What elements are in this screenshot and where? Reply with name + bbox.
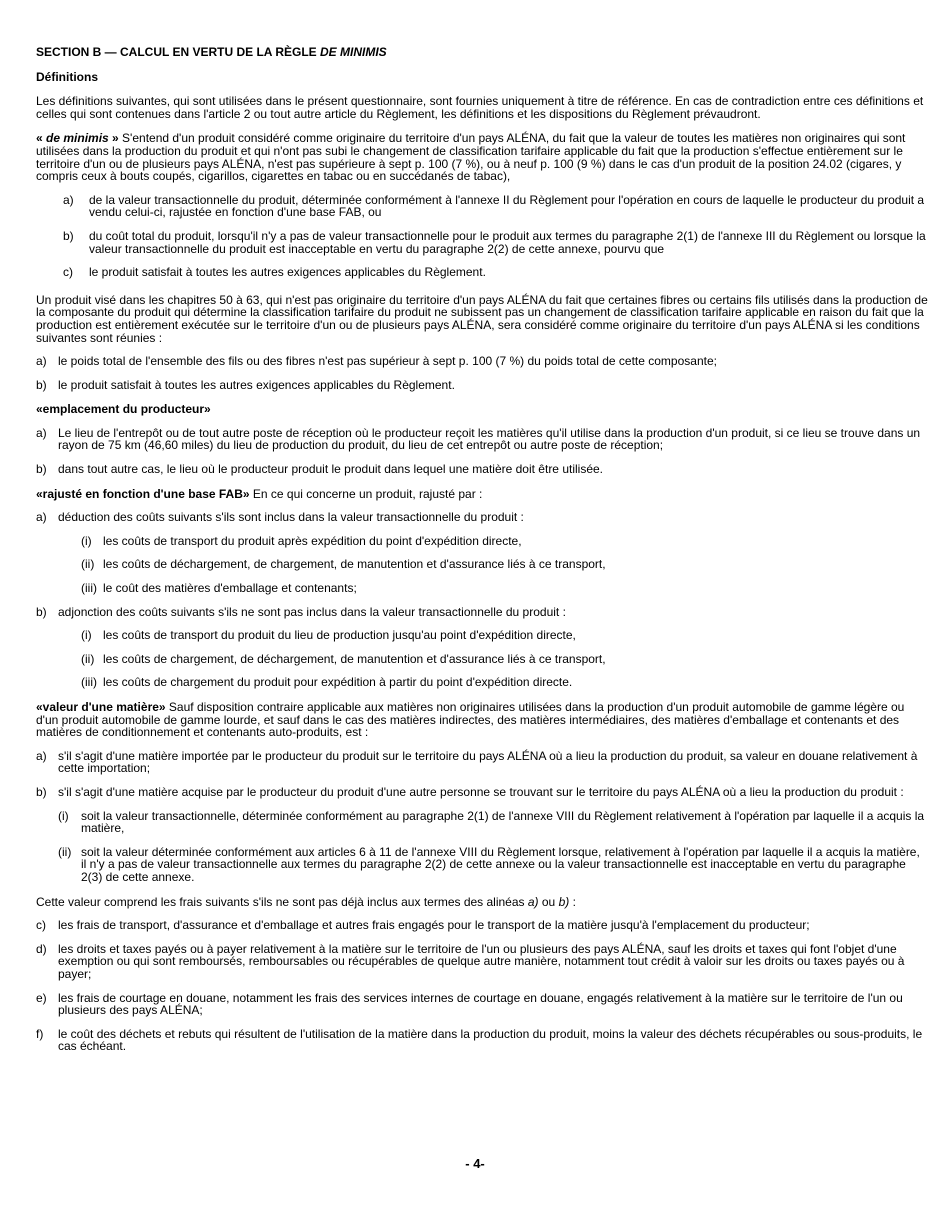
list-text: le coût des déchets et rebuts qui résultent de l'utilisation de la matière dans la production du produit, moins la valeur des déchets récupérables ou sous-produits, le cas échéant.	[58, 1026, 923, 1054]
list-text: le poids total de l'ensemble des fils ou des fibres n'est pas supérieur à sept p. 100 (7 %) du poids total de cette composante;	[58, 354, 717, 369]
list-marker: b)	[36, 462, 47, 477]
list-text: déduction des coûts suivants s'ils sont inclus dans la valeur transactionnelle du produit :	[58, 510, 524, 525]
list-text: soit la valeur transactionnelle, déterminée conformément au paragraphe 2(1) de l'annexe VIII du Règlement relativement à l'opération par laquelle il a acquis la matière,	[81, 808, 925, 836]
sub-list-item	[36, 629, 928, 642]
de-minimis-quote-open: «	[36, 131, 47, 146]
section-title	[36, 46, 928, 59]
list-text: dans tout autre cas, le lieu où le producteur produit le produit dans lequel une matière doit être utilisée.	[58, 462, 604, 477]
definitions-heading: Définitions	[36, 69, 98, 84]
costs-intro-text: Cette valeur comprend les frais suivants s'ils ne sont pas déjà inclus aux termes des alinéas	[36, 894, 528, 909]
list-marker: d)	[36, 941, 47, 956]
list-item	[36, 194, 928, 219]
sub-list-item	[36, 810, 928, 835]
list-text: les droits et taxes payés ou à payer relativement à la matière sur le territoire de l'un ou plusieurs des pays ALÉNA, sauf les droits et taxes qui font l'objet d'une exemption ou qui sont remboursés, remboursables ou récupérables de quelque autre manière, notamment tout crédit à valoir sur les droits ou taxes payés ou à payer;	[58, 941, 905, 981]
list-text: les coûts de chargement du produit pour expédition à partir du point d'expédition directe.	[103, 675, 573, 690]
list-item	[36, 1028, 928, 1053]
list-marker: (i)	[81, 533, 92, 548]
list-text: le produit satisfait à toutes les autres exigences applicables du Règlement.	[89, 265, 486, 280]
fab-definition	[36, 488, 928, 501]
valeur-term: «valeur d'une matière»	[36, 700, 166, 714]
list-item	[36, 511, 928, 524]
list-marker: e)	[36, 990, 47, 1005]
list-marker: c)	[63, 265, 73, 280]
list-item	[36, 992, 928, 1017]
list-item	[36, 606, 928, 619]
list-item	[36, 786, 928, 799]
list-item	[36, 463, 928, 476]
valeur-definition	[36, 701, 928, 739]
de-minimis-list	[36, 194, 928, 279]
list-text: les coûts de chargement, de déchargement, de manutention et d'assurance liés à ce transport,	[103, 651, 606, 666]
de-minimis-quote-close: »	[108, 131, 119, 146]
list-marker: (i)	[58, 808, 69, 823]
list-marker: f)	[36, 1026, 44, 1041]
list-item	[36, 266, 928, 279]
sub-list-item	[36, 582, 928, 595]
textile-paragraph: Un produit visé dans les chapitres 50 à 63, qui n'est pas originaire du territoire d'un pays ALÉNA du fait que certaines fibres ou certains fils utilisés dans la production de la composante du produit qui détermine la classification tarifaire du produit ne subissent pas un changement de classification tarifaire applicable en raison du fait que la production est entièrement exécutée sur le territoire d'un ou de plusieurs pays ALÉNA, sera considéré comme originaire du territoire d'un pays ALÉNA si les conditions suivantes sont réunies :	[36, 292, 928, 345]
list-marker: b)	[36, 377, 47, 392]
list-marker: (iii)	[81, 581, 97, 596]
de-minimis-definition	[36, 132, 928, 182]
list-marker: b)	[36, 784, 47, 799]
list-text: de la valeur transactionnelle du produit, déterminée conformément à l'annexe II du Règlement pour l'opération en cours de laquelle le producteur du produit a vendu celui-ci, rajustée en fonction d'une base FAB, ou	[89, 192, 925, 220]
page-number: - 4-	[465, 1156, 485, 1171]
de-minimis-text: S'entend d'un produit considéré comme originaire du territoire d'un pays ALÉNA, du fait que la valeur de toutes les matières non originaires qui sont utilisées dans la production du produit et qui n'ont pas subi le changement de classification tarifaire applicable du fait que la production s'effectue entièrement sur le territoire d'un ou de plusieurs pays ALÉNA, n'est pas supérieure à sept p. 100 (7 %), ou à neuf p. 100 (9 %) dans le cas d'un produit de la position 24.02 (cigares, y compris ceux à bouts coupés, cigarillos, cigarettes en tabac ou en succédanés de tabac),	[36, 131, 906, 184]
list-text: les coûts de transport du produit du lieu de production jusqu'au point d'expédition directe,	[103, 628, 576, 643]
list-marker: (ii)	[81, 651, 95, 666]
section-title-text: SECTION B — CALCUL EN VERTU DE LA RÈGLE	[36, 45, 321, 59]
list-marker: (ii)	[81, 557, 95, 572]
list-text: Le lieu de l'entrepôt ou de tout autre poste de réception où le producteur reçoit les matières qu'il utilise dans la production d'un produit, si ce lieu se trouve dans un rayon de 75 km (46,60 miles) du lieu de production du produit, du lieu de cet entrepôt ou autre poste de réception;	[58, 425, 921, 453]
list-text: s'il s'agit d'une matière importée par le producteur du produit sur le territoire du pays ALÉNA où a lieu la production du produit, sa valeur en douane relativement à cette importation;	[58, 748, 918, 776]
costs-intro-ref-a: a)	[527, 894, 539, 909]
list-marker: a)	[36, 425, 47, 440]
list-text: le produit satisfait à toutes les autres exigences applicables du Règlement.	[58, 377, 455, 392]
list-item	[36, 379, 928, 392]
sub-list-item	[36, 846, 928, 884]
sub-list-item	[36, 558, 928, 571]
intro-paragraph: Les définitions suivantes, qui sont utilisées dans le présent questionnaire, sont fournies uniquement à titre de référence. En cas de contradiction entre ces définitions et celles qui sont contenues dans l'article 2 ou tout autre article du Règlement, les définitions et les dispositions du Règlement prévaudront.	[36, 94, 924, 121]
costs-intro-ref-b: b)	[558, 894, 570, 909]
list-item	[36, 750, 928, 775]
list-marker: a)	[36, 354, 47, 369]
sub-list-item	[36, 653, 928, 666]
document-page	[36, 46, 928, 1053]
list-text: s'il s'agit d'une matière acquise par le producteur du produit d'une autre personne se trouvant sur le territoire du pays ALÉNA où a lieu la production du produit :	[58, 784, 904, 799]
costs-intro-text: :	[569, 894, 576, 909]
costs-intro-text: ou	[538, 894, 559, 909]
list-item	[36, 427, 928, 452]
section-title-italic: DE MINIMIS	[320, 45, 387, 59]
list-marker: (ii)	[58, 844, 72, 859]
list-text: du coût total du produit, lorsqu'il n'y a pas de valeur transactionnelle pour le produit aux termes du paragraphe 2(1) de l'annexe III du Règlement ou lorsque la valeur transactionnelle du produit est inacceptable en vertu du paragraphe 2(2) de cette annexe, pourvu que	[89, 228, 926, 256]
list-text: les coûts de déchargement, de chargement, de manutention et d'assurance liés à ce transport,	[103, 557, 606, 572]
list-marker: a)	[63, 192, 74, 207]
list-text: les frais de courtage en douane, notamment les frais des services internes de courtage en douane, engagés relativement à la matière sur le territoire de l'un ou plusieurs des pays ALÉNA;	[58, 990, 903, 1018]
list-text: les coûts de transport du produit après expédition du point d'expédition directe,	[103, 533, 522, 548]
list-marker: (iii)	[81, 675, 97, 690]
list-marker: b)	[36, 604, 47, 619]
costs-intro	[36, 896, 928, 909]
fab-text: En ce qui concerne un produit, rajusté par :	[249, 486, 483, 501]
list-marker: a)	[36, 510, 47, 525]
list-marker: b)	[63, 228, 74, 243]
list-text: adjonction des coûts suivants s'ils ne sont pas inclus dans la valeur transactionnelle du produit :	[58, 604, 566, 619]
emplacement-term: «emplacement du producteur»	[36, 402, 211, 417]
list-text: les frais de transport, d'assurance et d'emballage et autres frais engagés pour le transport de la matière jusqu'à l'emplacement du producteur;	[58, 918, 810, 933]
de-minimis-term: de minimis	[46, 131, 109, 146]
fab-term: «rajusté en fonction d'une base FAB»	[36, 486, 250, 501]
sub-list-item	[36, 676, 928, 689]
list-item	[36, 230, 928, 255]
list-text: le coût des matières d'emballage et contenants;	[103, 581, 357, 596]
valeur-text: Sauf disposition contraire applicable aux matières non originaires utilisées dans la production d'un produit automobile de gamme légère ou d'un produit automobile de gamme lourde, et sauf dans le cas des matières indirectes, des matières intermédiaires, des matières d'emballage et contenants et des matières de conditionnement et contenants auto-produits, est :	[36, 700, 905, 740]
list-marker: a)	[36, 748, 47, 763]
list-text: soit la valeur déterminée conformément aux articles 6 à 11 de l'annexe VIII du Règlement lorsque, relativement à l'opération par laquelle il a acquis la matière, il n'y a pas de valeur transactionnelle aux termes du paragraphe 2(2) de cette annexe ou la valeur transactionnelle est inacceptable en vertu du paragraphe 2(3) de cette annexe.	[81, 844, 920, 884]
list-item	[36, 919, 928, 932]
list-item	[36, 355, 928, 368]
sub-list-item	[36, 535, 928, 548]
list-item	[36, 943, 928, 981]
list-marker: c)	[36, 918, 46, 933]
list-marker: (i)	[81, 628, 92, 643]
